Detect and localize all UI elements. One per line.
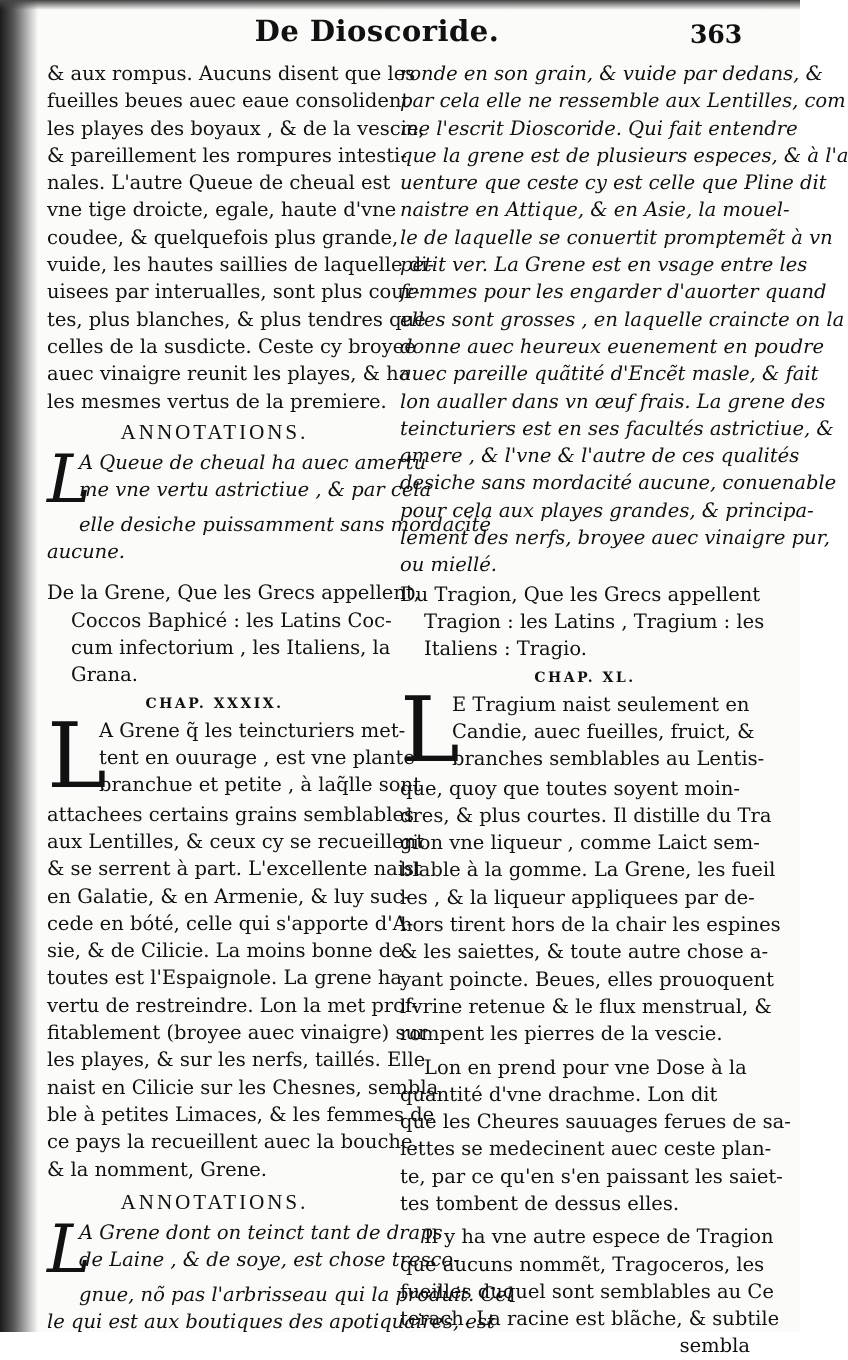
text-line: fitablement (broyee auec vinaigre) sur <box>47 1021 428 1045</box>
text-line: A Grene dont on teinct tant de draps <box>79 1220 443 1244</box>
text-line: branches semblables au Lentis- <box>452 747 765 771</box>
text-line: iettes se medecinent auec ceste plan- <box>400 1137 772 1161</box>
text-line: aux Lentilles, & ceux cy se recueillent <box>47 829 425 853</box>
text-line: Candie, auec fueilles, fruict, & <box>452 719 755 743</box>
text-line: branchue et petite , à laq̃lle sont <box>99 773 421 797</box>
text-line: teincturiers est en ses facultés astrictiue, & <box>400 416 834 440</box>
text-line: Du Tragion, Que les Grecs appellent <box>400 582 761 606</box>
text-line: ce pays la recueillent auec la bouche, <box>47 1130 419 1154</box>
text-line: tes tombent de dessus elles. <box>400 1191 680 1215</box>
text-line: tes, plus blanches, & plus tendres que <box>47 307 426 331</box>
text-line: naistre en Attique, & en Asie, la mouel- <box>400 198 790 222</box>
text-line: pour cela aux playes grandes, & principa- <box>400 498 814 522</box>
text-line: nales. L'autre Queue de cheual est <box>47 171 391 195</box>
text-line: yant poincte. Beues, elles prouoquent <box>400 967 774 991</box>
text-line: gion vne liqueur , comme Laict sem- <box>400 831 760 855</box>
text-line: A Queue de cheual ha auec amertu <box>79 450 427 474</box>
text-line: le de laquelle se conuertit promptemẽt à vn <box>400 225 833 249</box>
section-title-tragion <box>400 581 770 663</box>
text-line: attachees certains grains semblables <box>47 802 415 826</box>
text-line: & pareillement les rompures intesti- <box>47 143 407 167</box>
text-line: l'vrine retenue & le flux menstrual, & <box>400 994 772 1018</box>
text-line: gnue, nõ pas l'arbrisseau qui la produit. Cel <box>79 1282 514 1306</box>
text-line: A Grene q̃ les teincturiers met- <box>99 718 406 742</box>
text-line: fueilles beues auec eaue consolident <box>47 89 410 113</box>
text-line: vertu de restreindre. Lon la met prof- <box>47 993 419 1017</box>
text-line: le qui est aux boutiques des apotiquaires, est <box>47 1310 495 1334</box>
text-line: tent en ouurage , est vne plante <box>99 745 415 769</box>
paragraph-horsetail-end <box>47 60 435 415</box>
annotations-heading: ANNOTATIONS. <box>120 1189 309 1214</box>
text-line: les , & la liqueur appliquees par de- <box>400 885 755 909</box>
text-line: elles sont grosses , en laquelle craincte on la <box>400 307 845 331</box>
page-number: 363 <box>690 20 743 49</box>
drop-cap-initial: L <box>400 677 460 783</box>
text-line: Italiens : Tragio. <box>424 637 587 661</box>
text-line: que les Cheures sauuages ferues de sa- <box>400 1110 791 1134</box>
text-line: te, par ce qu'en s'en paissant les saiet- <box>400 1164 783 1188</box>
text-line: & se serrent à part. L'excellente naist <box>47 857 422 881</box>
text-line: coudee, & quelquefois plus grande, <box>47 225 399 249</box>
text-line: lement des nerfs, broyee auec vinaigre pur, <box>400 526 830 550</box>
text-line: lon aualler dans vn œuf frais. La grene des <box>400 389 826 413</box>
text-line: par cela elle ne ressemble aux Lentilles, com <box>400 89 846 113</box>
text-line: Coccos Baphicé : les Latins Coc- <box>71 608 392 632</box>
text-line: auec vinaigre reunit les playes, & ha <box>47 362 411 386</box>
text-line: celles de la susdicte. Ceste cy broyee <box>47 334 416 358</box>
text-line: Lon en prend pour vne Dose à la <box>424 1055 747 1079</box>
text-line: Tragion : les Latins , Tragium : les <box>424 609 765 633</box>
text-line: & aux rompus. Aucuns disent que les <box>47 62 416 85</box>
paragraph-other-species <box>400 1223 780 1332</box>
text-line: Grana. <box>71 663 138 687</box>
text-line: vuide, les hautes saillies de laquelle di- <box>47 253 435 277</box>
text-line: De la Grene, Que les Grecs appellent, <box>47 581 420 605</box>
text-line: uisees par interualles, sont plus cour- <box>47 280 420 304</box>
paragraph-dose <box>400 1054 791 1218</box>
text-line: & les saiettes, & toute autre chose a- <box>400 940 769 964</box>
text-line: cum infectorium , les Italiens, la <box>71 636 391 660</box>
annotation-grene <box>47 1210 514 1336</box>
text-line: les mesmes vertus de la premiere. <box>47 389 387 413</box>
text-line: vne tige droicte, egale, haute d'vne <box>47 198 397 222</box>
text-line: elle desiche puissamment sans mordacité <box>79 512 491 536</box>
text-line: dres, & plus courtes. Il distille du Tra <box>400 803 772 827</box>
top-edge-shadow <box>0 0 800 10</box>
text-line: terach. La racine est blãche, & subtile <box>400 1307 780 1331</box>
text-line: uenture que ceste cy est celle que Pline dit <box>400 171 827 195</box>
annotation-grene-continued <box>400 60 848 579</box>
text-line: quantité d'vne drachme. Lon dit <box>400 1082 718 1106</box>
text-line: amere , & l'vne & l'autre de ces qualités <box>400 444 800 468</box>
text-line: blable à la gomme. La Grene, les fueil <box>400 858 776 882</box>
text-line: ou miellé. <box>400 553 497 577</box>
text-line: rompent les pierres de la vescie. <box>400 1022 723 1046</box>
text-line: de Laine , & de soye, est chose tresco- <box>79 1248 460 1272</box>
right-column <box>400 60 848 1360</box>
drop-cap-initial: L <box>47 703 107 809</box>
annotations-heading: ANNOTATIONS. <box>120 419 309 444</box>
chapter-label: CHAP. XL. <box>534 669 636 686</box>
text-line: toutes est l'Espaignole. La grene ha <box>47 966 403 990</box>
text-line: que, quoy que toutes soyent moin- <box>400 776 740 800</box>
text-line: naist en Cilicie sur les Chesnes, sembla <box>47 1075 439 1099</box>
text-line: & la nomment, Grene. <box>47 1157 267 1181</box>
text-line: les playes, & sur les nerfs, taillés. Elle <box>47 1048 426 1072</box>
chapter-label: CHAP. XXXIX. <box>145 695 284 712</box>
catchword: sembla <box>679 1334 750 1358</box>
text-line: hors tirent hors de la chair les espines <box>400 913 781 937</box>
text-line: ble à petites Limaces, & les femmes de <box>47 1102 435 1126</box>
section-title-grene <box>47 579 420 688</box>
text-line: que aucuns nommẽt, Tragoceros, les <box>400 1252 765 1276</box>
text-line: cede en bóté, celle qui s'apporte d'A- <box>47 911 414 935</box>
text-line: fueilles duquel sont semblables au Ce <box>400 1279 774 1303</box>
text-line: les playes des boyaux , & de la vescie, <box>47 116 425 140</box>
text-line: me vne vertu astrictiue , & par cela <box>79 478 432 502</box>
drop-cap-initial: L <box>47 1210 91 1288</box>
binding-gutter-shadow <box>0 0 38 1332</box>
text-line: me l'escrit Dioscoride. Qui fait entendre <box>400 116 798 140</box>
text-line: ronde en son grain, & vuide par dedans, & <box>400 62 823 85</box>
text-line: E Tragium naist seulement en <box>452 692 750 716</box>
text-line: en Galatie, & en Armenie, & luy suc- <box>47 884 411 908</box>
text-line: que la grene est de plusieurs especes, & à l'a <box>400 143 848 167</box>
text-line: aucune. <box>47 540 125 564</box>
text-line: femmes pour les engarder d'auorter quand <box>400 280 827 304</box>
text-line: auec pareille quãtité d'Encẽt masle, & fait <box>400 362 819 386</box>
text-line: sie, & de Cilicie. La moins bonne de <box>47 939 403 963</box>
text-line: petit ver. La Grene est en vsage entre les <box>400 253 808 277</box>
running-header-title: De Dioscoride. <box>254 14 500 48</box>
text-line: desiche sans mordacité aucune, conuenable <box>400 471 837 495</box>
text-line: donne auec heureux euenement en poudre <box>400 334 824 358</box>
drop-cap-initial: L <box>47 440 91 518</box>
text-line: Il y ha vne autre espece de Tragion <box>424 1225 774 1249</box>
